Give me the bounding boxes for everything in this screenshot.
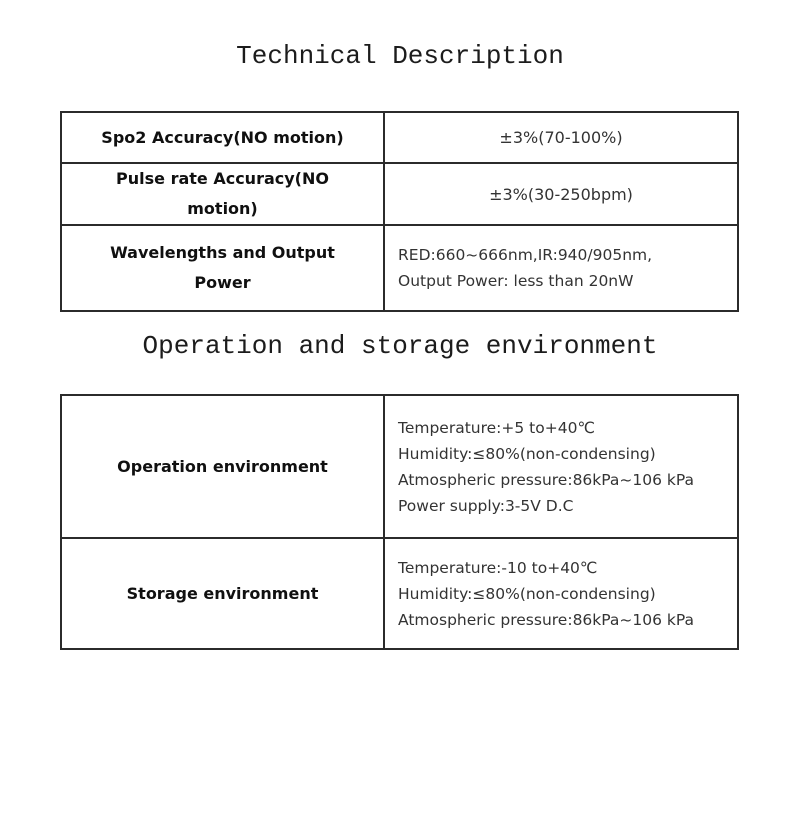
row-label [62,164,385,224]
environment-table [60,394,739,650]
section-title-technical-description: Technical Description [236,41,564,71]
row-value-line: Atmospheric pressure:86kPa~106 kPa [398,470,695,489]
row-label [62,396,385,537]
row-value-line: Temperature:+5 to+40℃ [398,418,595,437]
row-value-line: ±3%(70-100%) [499,128,623,147]
document-page [0,40,800,650]
row-label-line: motion) [187,199,258,218]
row-value-line: Humidity:≤80%(non-condensing) [398,584,656,603]
row-value-line: RED:660~666nm,IR:940/905nm, [398,246,653,264]
row-label-line: Power [194,273,251,292]
row-value [385,226,737,310]
row-label-line: Storage environment [126,583,319,603]
row-value-line: Output Power: less than 20nW [398,272,634,290]
section-title-operation-storage-environment: Operation and storage environment [142,331,658,361]
row-label [62,226,385,310]
row-value-line: Atmospheric pressure:86kPa~106 kPa [398,610,695,629]
row-label-line: Pulse rate Accuracy(NO [116,169,329,188]
row-value [385,164,737,224]
row-label [62,113,385,162]
row-value-line: ±3%(30-250bpm) [489,184,633,204]
table-row [62,224,737,310]
row-value [385,539,737,648]
row-label-line: Spo2 Accuracy(NO motion) [101,127,344,147]
row-label [62,539,385,648]
row-label-line: Wavelengths and Output [110,243,335,262]
row-value-line: Temperature:-10 to+40℃ [398,558,598,577]
table-row [62,113,737,162]
table-row [62,537,737,648]
technical-description-table [60,111,739,312]
row-label-line: Operation environment [117,456,328,476]
row-value [385,113,737,162]
row-value [385,396,737,537]
table-row [62,396,737,537]
row-value-line: Power supply:3-5V D.C [398,496,574,515]
table-row [62,162,737,224]
row-value-line: Humidity:≤80%(non-condensing) [398,444,656,463]
